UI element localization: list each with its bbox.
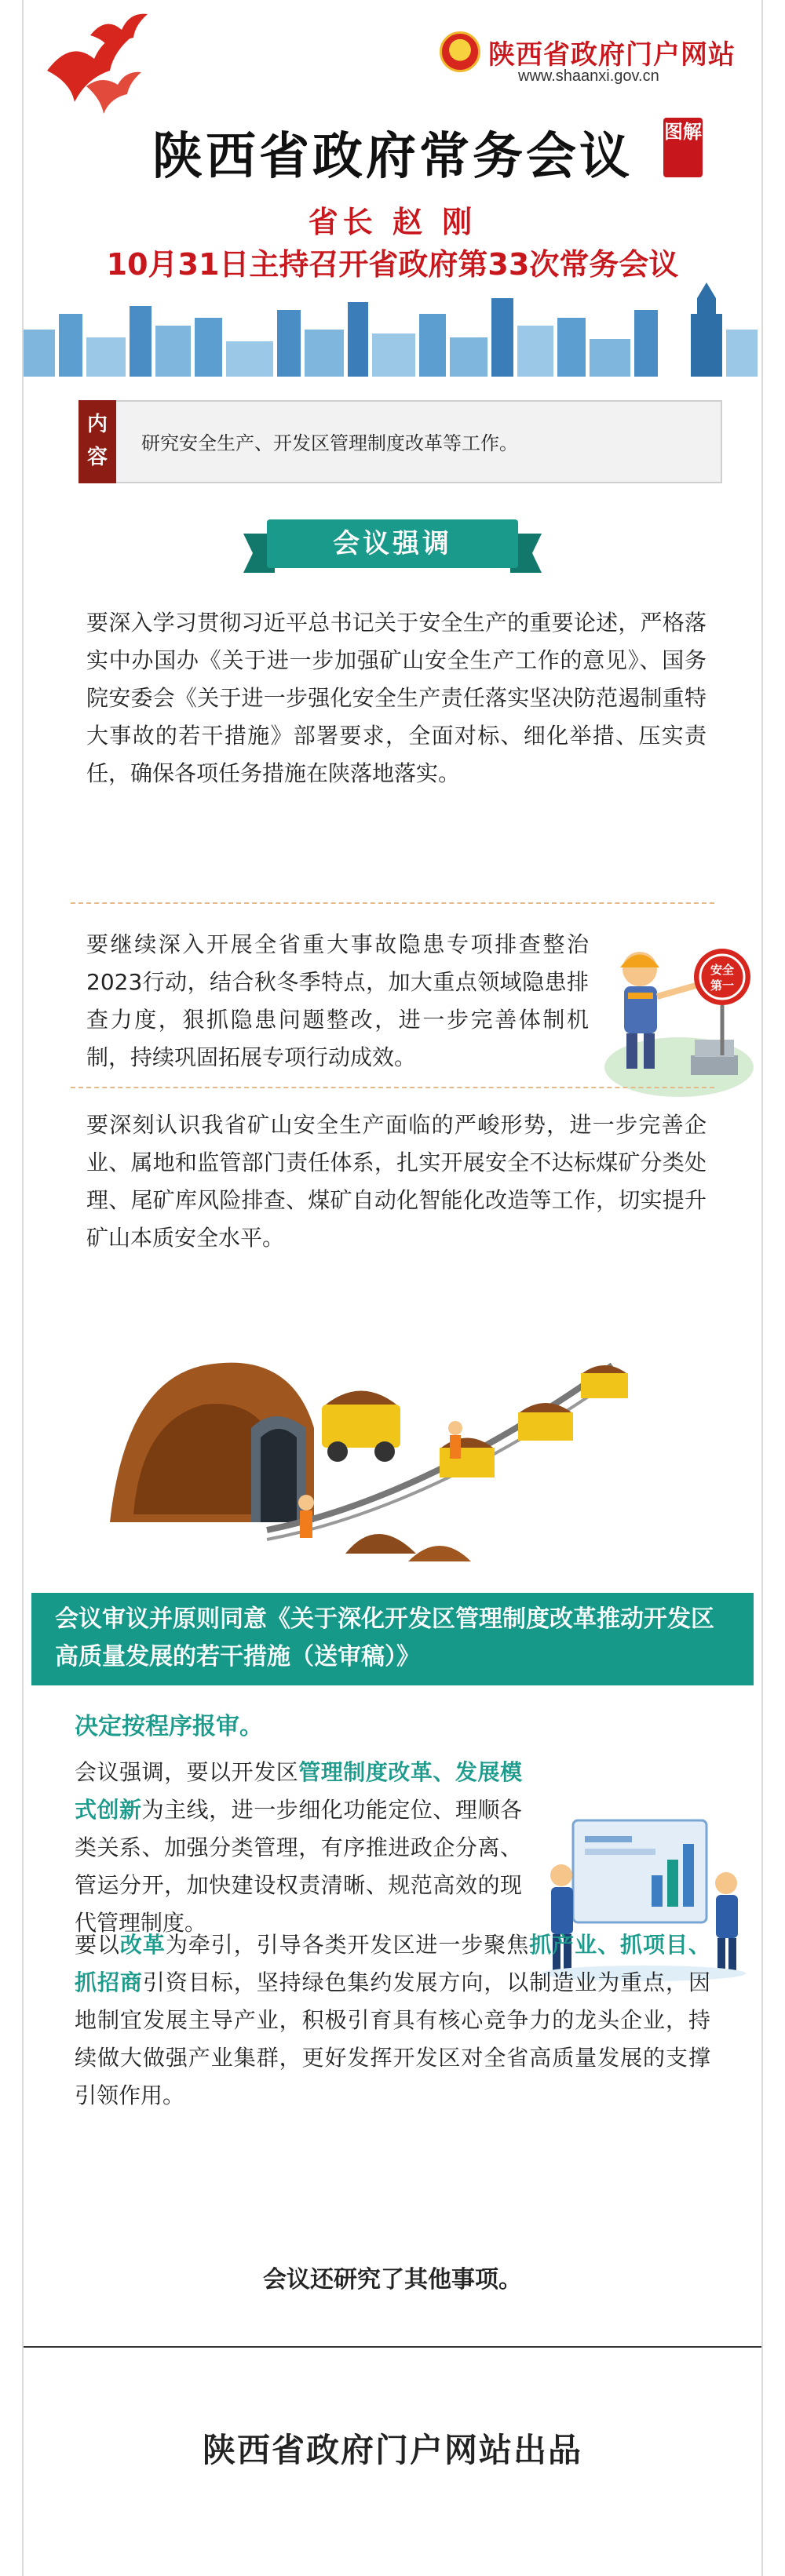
national-emblem-icon — [440, 31, 480, 72]
safety-sign-text-top: 安全 — [710, 963, 735, 977]
subtitle-governor: 省长 赵 刚 — [308, 205, 477, 239]
para5-highlight-goals: 抓产业、抓项目、抓招商 — [75, 1932, 710, 1995]
approval-paragraph-1 — [75, 1754, 522, 1942]
brand-url: www.shaanxi.gov.cn — [518, 67, 659, 85]
para5-text-c: 引资目标，坚持绿色集约发展方向，以制造业为重点，因地制宜发展主导产业，积极引育具有核心竞争力的龙头企业，持续做大做强产业集群，更好发挥开发区对全省高质量发展的支撑引领作用。 — [75, 1969, 710, 2108]
city-skyline-illustration — [24, 282, 761, 377]
divider — [71, 1087, 714, 1088]
content-summary-text: 研究安全生产、开发区管理制度改革等工作。 — [141, 432, 518, 454]
decision-text: 决定按程序报审。 — [75, 1713, 263, 1740]
content-tag: 内容 — [78, 400, 116, 483]
approval-highlight-block: 会议审议并原则同意《关于深化开发区管理制度改革推动开发区高质量发展的若干措施（送审稿）》 — [31, 1593, 754, 1685]
subtitle-meeting: 10月31日主持召开省政府第33次常务会议 — [106, 247, 679, 282]
safety-worker-illustration — [597, 938, 754, 1102]
para4-highlight: 管理制度改革、发展模式创新 — [75, 1759, 522, 1823]
para4-text-a: 会议强调，要以开发区 — [75, 1759, 299, 1785]
mining-illustration — [110, 1334, 659, 1569]
approval-paragraph-2 — [75, 1926, 710, 2115]
brand-name: 陕西省政府门户网站 — [488, 39, 736, 71]
para4-text-b: 为主线，进一步细化功能定位、理顺各类关系、加强分类管理，有序推进政企分离、管运分开，加快建设权责清晰、规范高效的现代管理制度。 — [75, 1797, 522, 1936]
closing-text: 会议还研究了其他事项。 — [263, 2266, 522, 2294]
emphasis-paragraph-1: 要深入学习贯彻习近平总书记关于安全生产的重要论述，严格落实中办国办《关于进一步加强矿山安全生产工作的意见》、国务院安委会《关于进一步强化安全生产责任落实坚决防范遏制重特大事故的若干措施》部署要求，全面对标、细化举措、压实责任，确保各项任务措施在陕落地落实。 — [86, 610, 706, 786]
para5-text-b: 为牵引，引导各类开发区进一步聚焦 — [165, 1932, 530, 1958]
page-title: 陕西省政府常务会议 — [152, 128, 633, 186]
divider — [71, 902, 714, 904]
section-heading-emphasis: 会议强调 — [267, 519, 518, 568]
page-frame — [22, 0, 763, 2576]
safety-sign-text-bottom: 第一 — [710, 978, 735, 993]
illustrated-badge: 图解 — [663, 118, 703, 177]
footer-credit: 陕西省政府门户网站出品 — [202, 2431, 582, 2469]
red-bird-icon — [86, 8, 149, 55]
emphasis-paragraph-3: 要深刻认识我省矿山安全生产面临的严峻形势，进一步完善企业、属地和监管部门责任体系，扎实开展安全不达标煤矿分类处理、尾矿库风险排查、煤矿自动化智能化改造等工作，切实提升矿山本质安全水平。 — [86, 1112, 706, 1251]
para5-highlight-reform: 改革 — [119, 1932, 166, 1958]
emphasis-paragraph-2: 要继续深入开展全省重大事故隐患专项排查整治2023行动，结合秋冬季特点，加大重点领域隐患排查力度，狠抓隐患问题整改，进一步完善体制机制，持续巩固拓展专项行动成效。 — [86, 931, 589, 1070]
para5-text-a: 要以 — [75, 1932, 120, 1958]
footer-divider — [24, 2346, 761, 2348]
